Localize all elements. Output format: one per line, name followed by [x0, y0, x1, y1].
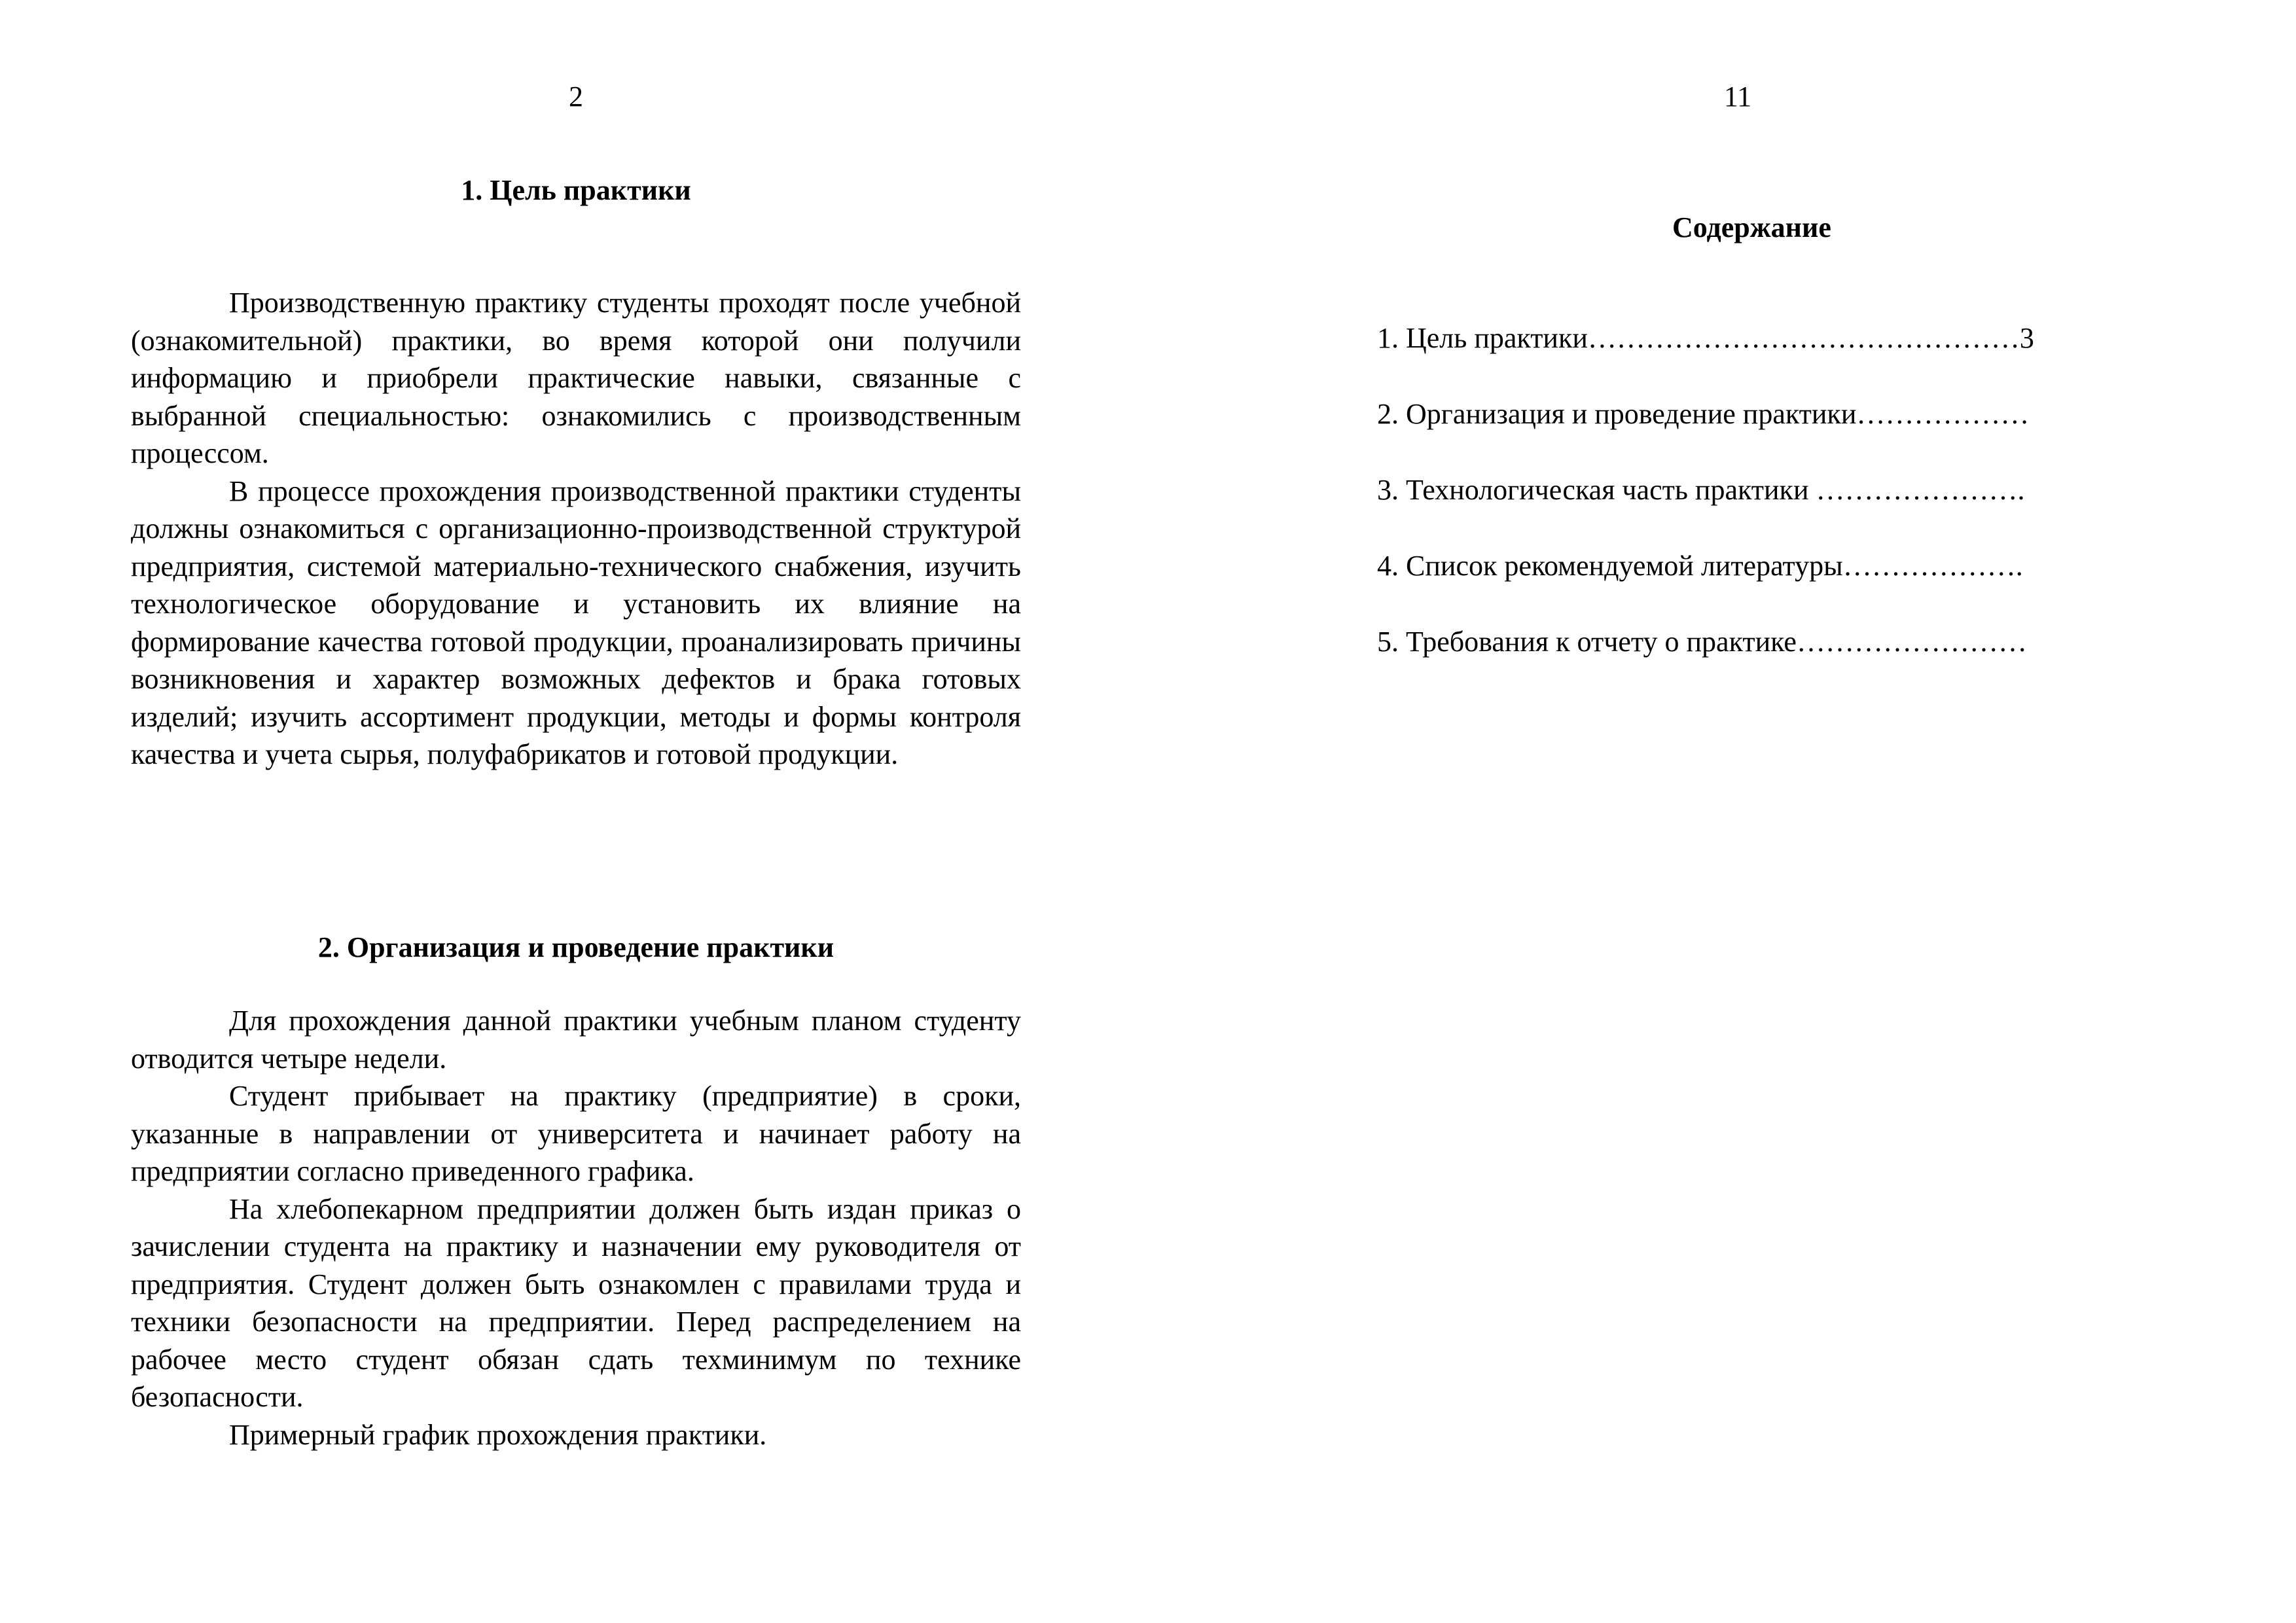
toc-item-goal[interactable] — [1377, 319, 2123, 358]
paragraph: Производственную практику студенты проходят после учебной (ознакомительной) практики, во время которой они получили информацию и приобрели практические навыки, связанные с выбранной специальностью: ознакомились с производственным процессом. — [131, 287, 1021, 469]
section-heading-organization: 2. Организация и проведение практики — [317, 931, 834, 963]
toc-item-report[interactable] — [1377, 622, 2123, 662]
toc-item-technology[interactable] — [1377, 471, 2123, 510]
section-text-goal — [131, 284, 1021, 774]
toc-item-literature[interactable] — [1377, 546, 2123, 586]
page-number: 11 — [1723, 80, 1752, 113]
toc-item-label: 5. Требования к отчету о практике…………………… — [1377, 626, 2027, 658]
table-of-contents — [1377, 319, 2123, 698]
paragraph: Студент прибывает на практику (предприятие) в сроки, указанные в направлении от университета и начинает работу на предприятии согласно приведенного графика. — [131, 1080, 1021, 1187]
toc-item-label: 2. Организация и проведение практики……………… — [1377, 398, 2030, 430]
paragraph: В процессе прохождения производственной практики студенты должны ознакомиться с организационно-производственной структурой предприятия, системой материально-технического снабжения, изучить технологическое оборудование и установить их влияние на формирование качества готовой продукции, проанализировать причины возникновения и характер возможных дефектов и брака готовых изделий; изучить ассортимент продукции, методы и формы контроля качества и учета сырья, полуфабрикатов и готовой продукции. — [131, 474, 1021, 770]
page-number: 2 — [569, 80, 583, 113]
section-text-organization — [131, 1002, 1021, 1454]
right-page — [1148, 0, 2296, 1623]
toc-item-organization[interactable] — [1377, 395, 2123, 434]
paragraph: На хлебопекарном предприятии должен быть издан приказ о зачислении студента на практику и назначении ему руководителя от предприятия. Студент должен быть ознакомлен с правилами труда и техники безопасности на предприятии. Перед распределением на рабочее место студент обязан сдать техминимум по технике безопасности. — [131, 1192, 1021, 1413]
toc-title: Содержание — [1672, 211, 1831, 243]
toc-item-label: 1. Цель практики………………………………………3 — [1377, 322, 2034, 354]
section-heading-goal: 1. Цель практики — [461, 174, 691, 206]
paragraph: Примерный график прохождения практики. — [229, 1418, 767, 1451]
toc-item-label: 3. Технологическая часть практики …………………. — [1377, 474, 2025, 506]
toc-item-label: 4. Список рекомендуемой литературы………………. — [1377, 550, 2023, 582]
paragraph: Для прохождения данной практики учебным планом студенту отводится четыре недели. — [131, 1005, 1021, 1075]
